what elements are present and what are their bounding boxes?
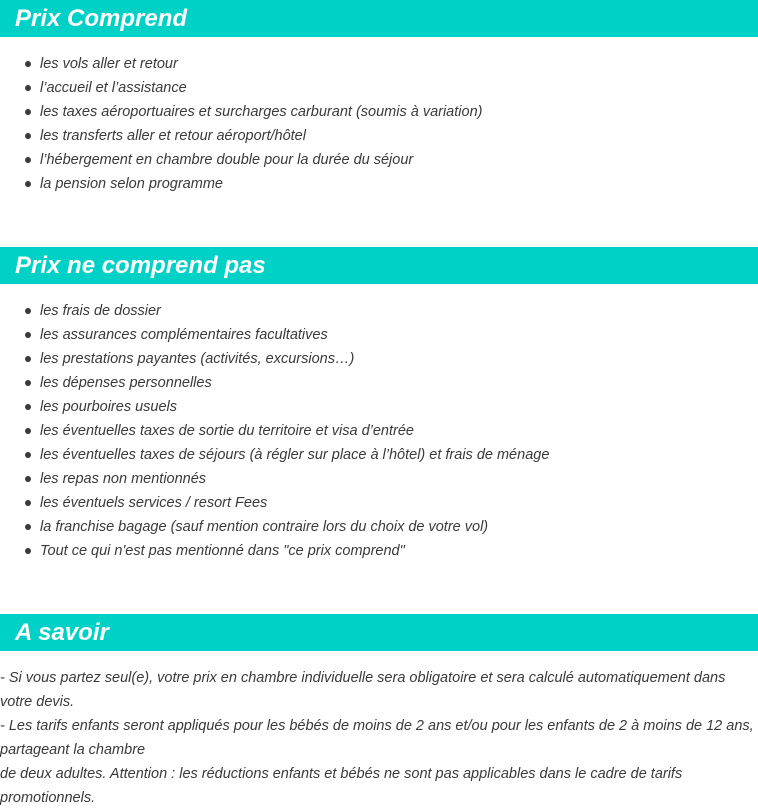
bullet-icon <box>25 85 31 91</box>
list-item-text: les taxes aéroportuaires et surcharges carburant (soumis à variation) <box>40 104 483 120</box>
info-title: A savoir <box>15 618 109 646</box>
list-item-text: les pourboires usuels <box>40 399 178 415</box>
bullet-icon <box>25 133 31 139</box>
list-item <box>0 100 482 124</box>
bullet-icon <box>25 524 31 530</box>
bullet-icon <box>25 428 31 434</box>
list-item-text: la pension selon programme <box>40 176 223 192</box>
list-item <box>0 491 549 515</box>
bullet-icon <box>25 157 31 163</box>
list-item-text: les vols aller et retour <box>40 56 178 72</box>
bullet-icon <box>25 548 31 554</box>
excludes-list <box>0 299 549 563</box>
list-item <box>0 395 549 419</box>
info-header <box>0 614 758 651</box>
list-item <box>0 299 549 323</box>
bullet-icon <box>25 404 31 410</box>
bullet-icon <box>25 109 31 115</box>
list-item-text: les éventuelles taxes de sortie du territoire et visa d’entrée <box>40 423 414 439</box>
excludes-title: Prix ne comprend pas <box>15 251 266 279</box>
includes-title: Prix Comprend <box>15 4 188 32</box>
info-note-line: - Les tarifs enfants seront appliqués pour les bébés de moins de 2 ans et/ou pour les enfants de 2 à moins de 12 ans, partageant la chambre <box>0 718 754 758</box>
includes-list <box>0 52 482 196</box>
list-item-text: les frais de dossier <box>40 303 161 319</box>
list-item <box>0 515 549 539</box>
list-item-text: les éventuelles taxes de séjours (à régler sur place à l’hôtel) et frais de ménage <box>40 447 550 463</box>
list-item <box>0 52 482 76</box>
list-item-text: les prestations payantes (activités, excursions…) <box>40 351 355 367</box>
list-item-text: l’accueil et l’assistance <box>40 80 187 96</box>
list-item-text: l’hébergement en chambre double pour la durée du séjour <box>40 152 414 168</box>
list-item-text: les transferts aller et retour aéroport/hôtel <box>40 128 306 144</box>
list-item-text: les dépenses personnelles <box>40 375 212 391</box>
list-item-text: Tout ce qui n'est pas mentionné dans "ce prix comprend" <box>40 543 405 559</box>
info-note-line: de deux adultes. Attention : les réductions enfants et bébés ne sont pas applicables dans le cadre de tarifs promotionnels. <box>0 766 683 806</box>
bullet-icon <box>25 356 31 362</box>
list-item-text: les assurances complémentaires facultatives <box>40 327 328 343</box>
bullet-icon <box>25 61 31 67</box>
bullet-icon <box>25 181 31 187</box>
bullet-icon <box>25 452 31 458</box>
includes-header <box>0 0 758 37</box>
list-item <box>0 419 549 443</box>
list-item <box>0 371 549 395</box>
bullet-icon <box>25 500 31 506</box>
info-note-line: - Si vous partez seul(e), votre prix en chambre individuelle sera obligatoire et sera calculé automatiquement dans votre devis. <box>0 670 726 710</box>
bullet-icon <box>25 380 31 386</box>
info-notes <box>0 666 758 810</box>
list-item <box>0 124 482 148</box>
bullet-icon <box>25 476 31 482</box>
list-item-text: la franchise bagage (sauf mention contraire lors du choix de votre vol) <box>40 519 489 535</box>
list-item <box>0 467 549 491</box>
bullet-icon <box>25 332 31 338</box>
list-item <box>0 539 549 563</box>
excludes-header <box>0 247 758 284</box>
bullet-icon <box>25 308 31 314</box>
list-item-text: les éventuels services / resort Fees <box>40 495 268 511</box>
list-item <box>0 347 549 371</box>
list-item <box>0 148 482 172</box>
list-item-text: les repas non mentionnés <box>40 471 207 487</box>
list-item <box>0 76 482 100</box>
list-item <box>0 172 482 196</box>
list-item <box>0 443 549 467</box>
list-item <box>0 323 549 347</box>
